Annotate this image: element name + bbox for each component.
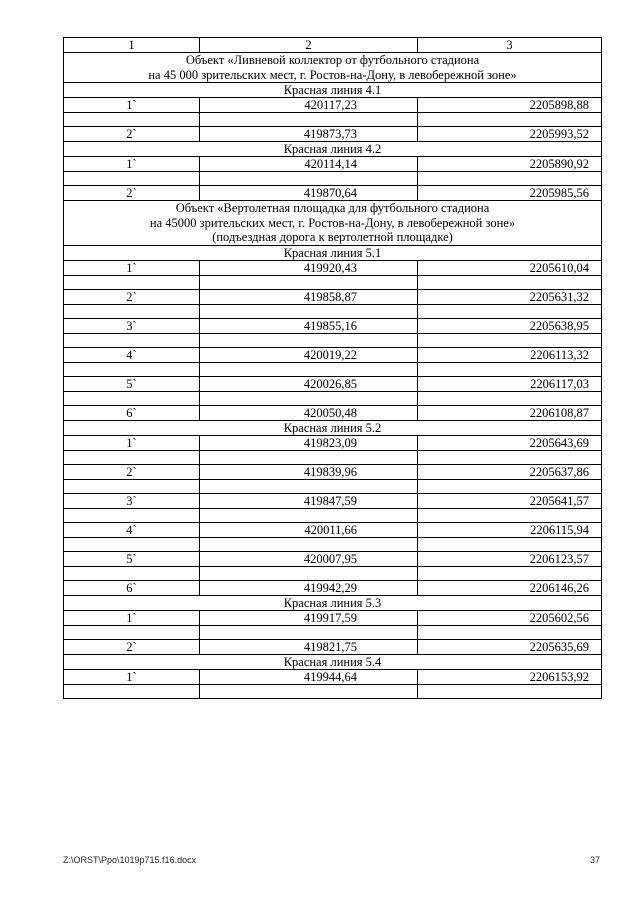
table-row (64, 127, 602, 142)
spacer-row (64, 625, 602, 639)
table-row (64, 435, 602, 450)
table-row (64, 318, 602, 333)
cell-y: 2206153,92 (418, 669, 602, 684)
spacer-row (64, 450, 602, 464)
cell-point: 1` (64, 610, 200, 625)
empty-cell (64, 450, 200, 464)
object-heading (64, 53, 602, 83)
empty-cell (200, 362, 418, 376)
empty-cell (418, 275, 602, 289)
section-heading: Красная линия 4.2 (64, 142, 602, 157)
table-row (64, 157, 602, 172)
empty-cell (64, 625, 200, 639)
footer-page-number: 37 (589, 855, 600, 865)
empty-cell (64, 113, 200, 127)
table-row (64, 639, 602, 654)
cell-y: 2206108,87 (418, 405, 602, 420)
cell-x: 419944,64 (200, 669, 418, 684)
object-heading-line: на 45000 зрительских мест, г. Ростов-на-Дону, в левобережной зоне» (149, 215, 516, 230)
section-heading-row (64, 245, 602, 260)
cell-point: 2` (64, 464, 200, 479)
empty-cell (418, 362, 602, 376)
section-heading-row (64, 654, 602, 669)
spacer-row (64, 684, 602, 698)
cell-point: 5` (64, 551, 200, 566)
cell-y: 2205638,95 (418, 318, 602, 333)
cell-point: 4` (64, 347, 200, 362)
spacer-row (64, 508, 602, 522)
section-heading-row (64, 83, 602, 98)
spacer-row (64, 304, 602, 318)
spacer-row (64, 113, 602, 127)
cell-point: 4` (64, 522, 200, 537)
cell-point: 5` (64, 376, 200, 391)
empty-cell (200, 304, 418, 318)
object-heading (64, 201, 602, 246)
cell-y: 2205641,57 (418, 493, 602, 508)
empty-cell (64, 391, 200, 405)
header-cell-2: 2 (200, 38, 418, 53)
footer-file-path: Z:\ORST\Ppo\1019p715.f16.docx (63, 855, 197, 865)
section-heading-row (64, 420, 602, 435)
empty-cell (418, 450, 602, 464)
cell-y: 2205602,56 (418, 610, 602, 625)
cell-x: 420117,23 (200, 98, 418, 113)
empty-cell (418, 684, 602, 698)
section-heading: Красная линия 4.1 (64, 83, 602, 98)
empty-cell (418, 391, 602, 405)
cell-y: 2205985,56 (418, 186, 602, 201)
cell-point: 1` (64, 157, 200, 172)
cell-point: 1` (64, 669, 200, 684)
empty-cell (200, 508, 418, 522)
empty-cell (64, 304, 200, 318)
spacer-row (64, 362, 602, 376)
cell-point: 6` (64, 405, 200, 420)
cell-y: 2205890,92 (418, 157, 602, 172)
cell-y: 2205993,52 (418, 127, 602, 142)
cell-y: 2206115,94 (418, 522, 602, 537)
cell-point: 2` (64, 289, 200, 304)
cell-x: 419855,16 (200, 318, 418, 333)
cell-y: 2205631,32 (418, 289, 602, 304)
table-row (64, 289, 602, 304)
cell-x: 419920,43 (200, 260, 418, 275)
cell-y: 2205610,04 (418, 260, 602, 275)
section-heading: Красная линия 5.1 (64, 245, 602, 260)
table-row (64, 376, 602, 391)
cell-y: 2206123,57 (418, 551, 602, 566)
spacer-row (64, 479, 602, 493)
empty-cell (418, 625, 602, 639)
empty-cell (200, 113, 418, 127)
cell-y: 2205643,69 (418, 435, 602, 450)
cell-x: 420114,14 (200, 157, 418, 172)
cell-x: 419821,75 (200, 639, 418, 654)
empty-cell (418, 304, 602, 318)
cell-point: 1` (64, 98, 200, 113)
section-heading: Красная линия 5.2 (64, 420, 602, 435)
empty-cell (200, 479, 418, 493)
table-row (64, 260, 602, 275)
cell-y: 2206117,03 (418, 376, 602, 391)
table-row (64, 610, 602, 625)
cell-y: 2206146,26 (418, 580, 602, 595)
empty-cell (418, 113, 602, 127)
empty-cell (200, 566, 418, 580)
empty-cell (200, 333, 418, 347)
section-heading-row (64, 595, 602, 610)
cell-point: 3` (64, 318, 200, 333)
object-heading-row (64, 201, 602, 246)
cell-y: 2205898,88 (418, 98, 602, 113)
empty-cell (64, 275, 200, 289)
empty-cell (418, 508, 602, 522)
spacer-row (64, 566, 602, 580)
empty-cell (200, 537, 418, 551)
cell-point: 1` (64, 260, 200, 275)
table-row (64, 493, 602, 508)
table-row (64, 551, 602, 566)
cell-y: 2205635,69 (418, 639, 602, 654)
cell-x: 419942,29 (200, 580, 418, 595)
section-heading: Красная линия 5.3 (64, 595, 602, 610)
empty-cell (64, 684, 200, 698)
empty-cell (64, 172, 200, 186)
empty-cell (418, 566, 602, 580)
table-row (64, 464, 602, 479)
cell-x: 420050,48 (200, 405, 418, 420)
empty-cell (200, 391, 418, 405)
coordinates-table (63, 37, 602, 699)
empty-cell (64, 362, 200, 376)
object-heading-line: Объект «Ливневой коллектор от футбольного стадиона (185, 53, 480, 67)
empty-cell (418, 479, 602, 493)
table-row (64, 580, 602, 595)
header-cell-1: 1 (64, 38, 200, 53)
spacer-row (64, 172, 602, 186)
cell-x: 419839,96 (200, 464, 418, 479)
empty-cell (64, 566, 200, 580)
empty-cell (64, 333, 200, 347)
cell-x: 419873,73 (200, 127, 418, 142)
spacer-row (64, 391, 602, 405)
empty-cell (200, 172, 418, 186)
object-heading-line: Объект «Вертолетная площадка для футбольного стадиона (175, 201, 490, 215)
cell-x: 419870,64 (200, 186, 418, 201)
cell-x: 420007,95 (200, 551, 418, 566)
empty-cell (64, 537, 200, 551)
table-row (64, 405, 602, 420)
cell-x: 419917,59 (200, 610, 418, 625)
cell-x: 419823,09 (200, 435, 418, 450)
cell-x: 420019,22 (200, 347, 418, 362)
section-heading-row (64, 142, 602, 157)
table-row (64, 347, 602, 362)
empty-cell (200, 625, 418, 639)
cell-point: 2` (64, 639, 200, 654)
empty-cell (200, 684, 418, 698)
object-heading-line: на 45 000 зрительских мест, г. Ростов-на-Дону, в левобережной зоне» (148, 67, 517, 82)
cell-y: 2206113,32 (418, 347, 602, 362)
spacer-row (64, 333, 602, 347)
spacer-row (64, 275, 602, 289)
cell-y: 2205637,86 (418, 464, 602, 479)
table-row (64, 98, 602, 113)
cell-point: 3` (64, 493, 200, 508)
cell-x: 420026,85 (200, 376, 418, 391)
cell-x: 419847,59 (200, 493, 418, 508)
header-cell-3: 3 (418, 38, 602, 53)
cell-x: 420011,66 (200, 522, 418, 537)
header-row (64, 38, 602, 53)
empty-cell (418, 537, 602, 551)
empty-cell (418, 172, 602, 186)
empty-cell (64, 508, 200, 522)
spacer-row (64, 537, 602, 551)
table-row (64, 186, 602, 201)
empty-cell (64, 479, 200, 493)
cell-point: 2` (64, 127, 200, 142)
cell-point: 1` (64, 435, 200, 450)
empty-cell (418, 333, 602, 347)
table-row (64, 522, 602, 537)
cell-x: 419858,87 (200, 289, 418, 304)
empty-cell (200, 275, 418, 289)
cell-point: 6` (64, 580, 200, 595)
table-body (64, 53, 602, 699)
section-heading: Красная линия 5.4 (64, 654, 602, 669)
empty-cell (200, 450, 418, 464)
object-heading-row (64, 53, 602, 83)
cell-point: 2` (64, 186, 200, 201)
object-heading-line: (подъездная дорога к вертолетной площадке) (212, 230, 453, 244)
table-row (64, 669, 602, 684)
